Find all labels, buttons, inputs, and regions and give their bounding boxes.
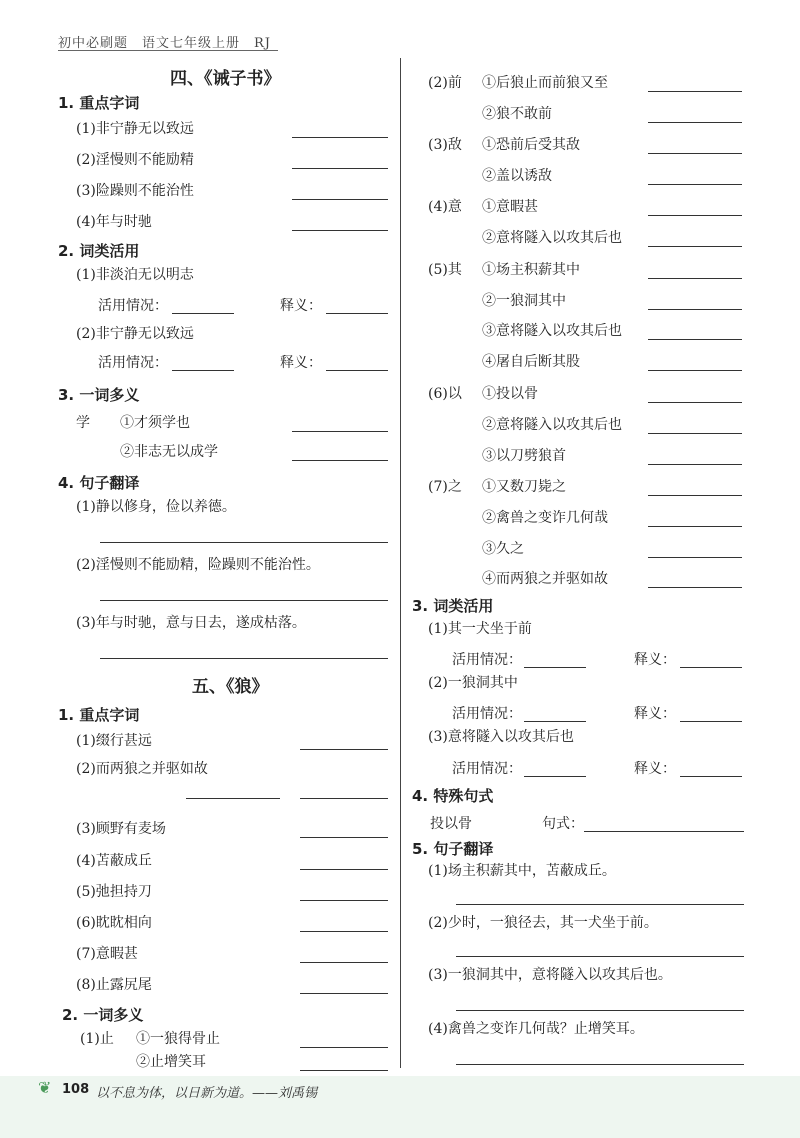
answer-line[interactable] [292, 199, 388, 200]
answer-line[interactable] [300, 798, 388, 799]
answer-line[interactable] [648, 464, 742, 465]
answer-line[interactable] [300, 962, 388, 963]
answer-line[interactable] [648, 246, 742, 247]
leaf-icon: ❦ [38, 1078, 52, 1097]
answer-line[interactable] [584, 831, 744, 832]
answer-line[interactable] [292, 460, 388, 461]
vocab-item: (1)非宁静无以致远 [76, 121, 194, 137]
vocab-item: (3)险躁则不能治性 [76, 183, 194, 199]
vocab-item: (8)止露尻尾 [76, 977, 152, 993]
answer-line[interactable] [648, 278, 742, 279]
vocab-item: (5)弛担持刀 [76, 884, 152, 900]
answer-line[interactable] [648, 526, 742, 527]
answer-line[interactable] [680, 721, 742, 722]
answer-line[interactable] [456, 956, 744, 957]
usage-item: (1)非淡泊无以明志 [76, 267, 194, 283]
vocab-item: (2)而两狼之并驱如故 [76, 761, 208, 777]
answer-line[interactable] [524, 721, 586, 722]
answer-line[interactable] [300, 837, 388, 838]
answer-line[interactable] [300, 1047, 388, 1048]
question-heading: 1. 重点字词 [58, 94, 140, 112]
answer-line[interactable] [648, 339, 742, 340]
polysemy-item: ③久之 [482, 541, 524, 557]
polysemy-item: ②意将隧入以攻其后也 [482, 230, 622, 246]
polysemy-item: ③意将隧入以攻其后也 [482, 323, 622, 339]
answer-line[interactable] [300, 749, 388, 750]
usage-label: 活用情况： [452, 706, 522, 722]
polysemy-item: ②止增笑耳 [136, 1054, 206, 1070]
polysemy-word: (2)前 [428, 75, 462, 91]
question-heading: 3. 词类活用 [412, 597, 494, 615]
polysemy-item: ①意暇甚 [482, 199, 538, 215]
polysemy-item: ①场主积薪其中 [482, 262, 580, 278]
polysemy-word: (3)敌 [428, 137, 462, 153]
question-heading: 2. 词类活用 [58, 242, 140, 260]
polysemy-item: ②意将隧入以攻其后也 [482, 417, 622, 433]
answer-line[interactable] [172, 370, 234, 371]
polysemy-word: (5)其 [428, 262, 462, 278]
answer-line[interactable] [648, 184, 742, 185]
column-divider [400, 58, 401, 1068]
answer-line[interactable] [300, 931, 388, 932]
answer-line[interactable] [648, 153, 742, 154]
vocab-item: (3)顾野有麦场 [76, 821, 166, 837]
usage-label: 活用情况： [98, 298, 168, 314]
polysemy-item: ①投以骨 [482, 386, 538, 402]
vocab-item: (4)年与时驰 [76, 214, 152, 230]
answer-line[interactable] [456, 904, 744, 905]
polysemy-item: ③以刀劈狼首 [482, 448, 566, 464]
answer-line[interactable] [524, 776, 586, 777]
answer-line[interactable] [300, 993, 388, 994]
answer-line[interactable] [456, 1064, 744, 1065]
answer-line[interactable] [648, 215, 742, 216]
polysemy-word: (1)止 [80, 1031, 114, 1047]
polysemy-word: (4)意 [428, 199, 462, 215]
usage-label: 活用情况： [452, 652, 522, 668]
polysemy-word: (6)以 [428, 386, 462, 402]
usage-item: (2)一狼洞其中 [428, 675, 518, 691]
translation-item: (3)一狼洞其中，意将隧入以攻其后也。 [428, 967, 672, 983]
answer-line[interactable] [648, 557, 742, 558]
vocab-item: (6)眈眈相向 [76, 915, 152, 931]
vocab-item: (2)淫慢则不能励精 [76, 152, 194, 168]
polysemy-item: ①一狼得骨止 [136, 1031, 220, 1047]
usage-label: 活用情况： [452, 761, 522, 777]
question-heading: 3. 一词多义 [58, 386, 140, 404]
answer-line[interactable] [648, 402, 742, 403]
answer-line[interactable] [300, 900, 388, 901]
polysemy-item: ②一狼洞其中 [482, 293, 566, 309]
polysemy-item: ②禽兽之变诈几何哉 [482, 510, 608, 526]
translation-item: (1)静以修身，俭以养德。 [76, 499, 236, 515]
polysemy-item: ①后狼止而前狼又至 [482, 75, 608, 91]
polysemy-item: ②狼不敢前 [482, 106, 552, 122]
answer-line[interactable] [648, 122, 742, 123]
answer-line[interactable] [648, 309, 742, 310]
answer-line[interactable] [648, 370, 742, 371]
answer-line[interactable] [186, 798, 280, 799]
polysemy-word: 学 [76, 415, 90, 431]
answer-line[interactable] [326, 313, 388, 314]
vocab-item: (4)苫蔽成丘 [76, 853, 152, 869]
answer-line[interactable] [100, 600, 388, 601]
vocab-item: (1)缀行甚远 [76, 733, 152, 749]
answer-line[interactable] [648, 433, 742, 434]
answer-line[interactable] [680, 776, 742, 777]
page-number: 108 [62, 1082, 90, 1097]
usage-item: (2)非宁静无以致远 [76, 326, 194, 342]
header-rule [58, 50, 278, 51]
question-heading: 4. 句子翻译 [58, 474, 140, 492]
answer-line[interactable] [292, 431, 388, 432]
answer-line[interactable] [292, 230, 388, 231]
section-title-lang: 五、《狼》 [192, 677, 269, 697]
answer-line[interactable] [648, 587, 742, 588]
footer-quote: 以不息为体，以日新为道。——刘禹锡 [96, 1086, 318, 1101]
answer-line[interactable] [300, 1070, 388, 1071]
polysemy-item: ①又数刀毙之 [482, 479, 566, 495]
answer-line[interactable] [292, 168, 388, 169]
answer-line[interactable] [100, 542, 388, 543]
meaning-label: 释义： [634, 652, 676, 668]
question-heading: 1. 重点字词 [58, 706, 140, 724]
usage-item: (1)其一犬坐于前 [428, 621, 532, 637]
answer-line[interactable] [456, 1010, 744, 1011]
answer-line[interactable] [300, 869, 388, 870]
answer-line[interactable] [172, 313, 234, 314]
answer-line[interactable] [100, 658, 388, 659]
translation-item: (3)年与时驰，意与日去，遂成枯落。 [76, 615, 306, 631]
polysemy-item: ①才须学也 [120, 415, 190, 431]
syntax-item: 投以骨 [430, 816, 472, 832]
usage-item: (3)意将隧入以攻其后也 [428, 729, 574, 745]
polysemy-item: ②非志无以成学 [120, 444, 218, 460]
translation-item: (4)禽兽之变诈几何哉？止增笑耳。 [428, 1021, 644, 1037]
polysemy-item: ②盖以诱敌 [482, 168, 552, 184]
page-header: 初中必刷题 语文七年级上册 RJ [58, 36, 271, 51]
polysemy-item: ④而两狼之并驱如故 [482, 571, 608, 587]
translation-item: (2)淫慢则不能励精，险躁则不能治性。 [76, 557, 320, 573]
answer-line[interactable] [648, 91, 742, 92]
answer-line[interactable] [680, 667, 742, 668]
translation-item: (1)场主积薪其中，苫蔽成丘。 [428, 863, 616, 879]
question-heading: 5. 句子翻译 [412, 840, 494, 858]
section-title-jiezishu: 四、《诫子书》 [170, 69, 281, 89]
syntax-label: 句式： [542, 816, 584, 832]
polysemy-word: (7)之 [428, 479, 462, 495]
answer-line[interactable] [326, 370, 388, 371]
answer-line[interactable] [524, 667, 586, 668]
meaning-label: 释义： [280, 298, 322, 314]
meaning-label: 释义： [634, 761, 676, 777]
meaning-label: 释义： [634, 706, 676, 722]
meaning-label: 释义： [280, 355, 322, 371]
question-heading: 4. 特殊句式 [412, 787, 494, 805]
question-heading: 2. 一词多义 [62, 1006, 144, 1024]
vocab-item: (7)意暇甚 [76, 946, 138, 962]
translation-item: (2)少时，一狼径去，其一犬坐于前。 [428, 915, 658, 931]
polysemy-item: ①恐前后受其敌 [482, 137, 580, 153]
answer-line[interactable] [648, 495, 742, 496]
answer-line[interactable] [292, 137, 388, 138]
polysemy-item: ④屠自后断其股 [482, 354, 580, 370]
usage-label: 活用情况： [98, 355, 168, 371]
